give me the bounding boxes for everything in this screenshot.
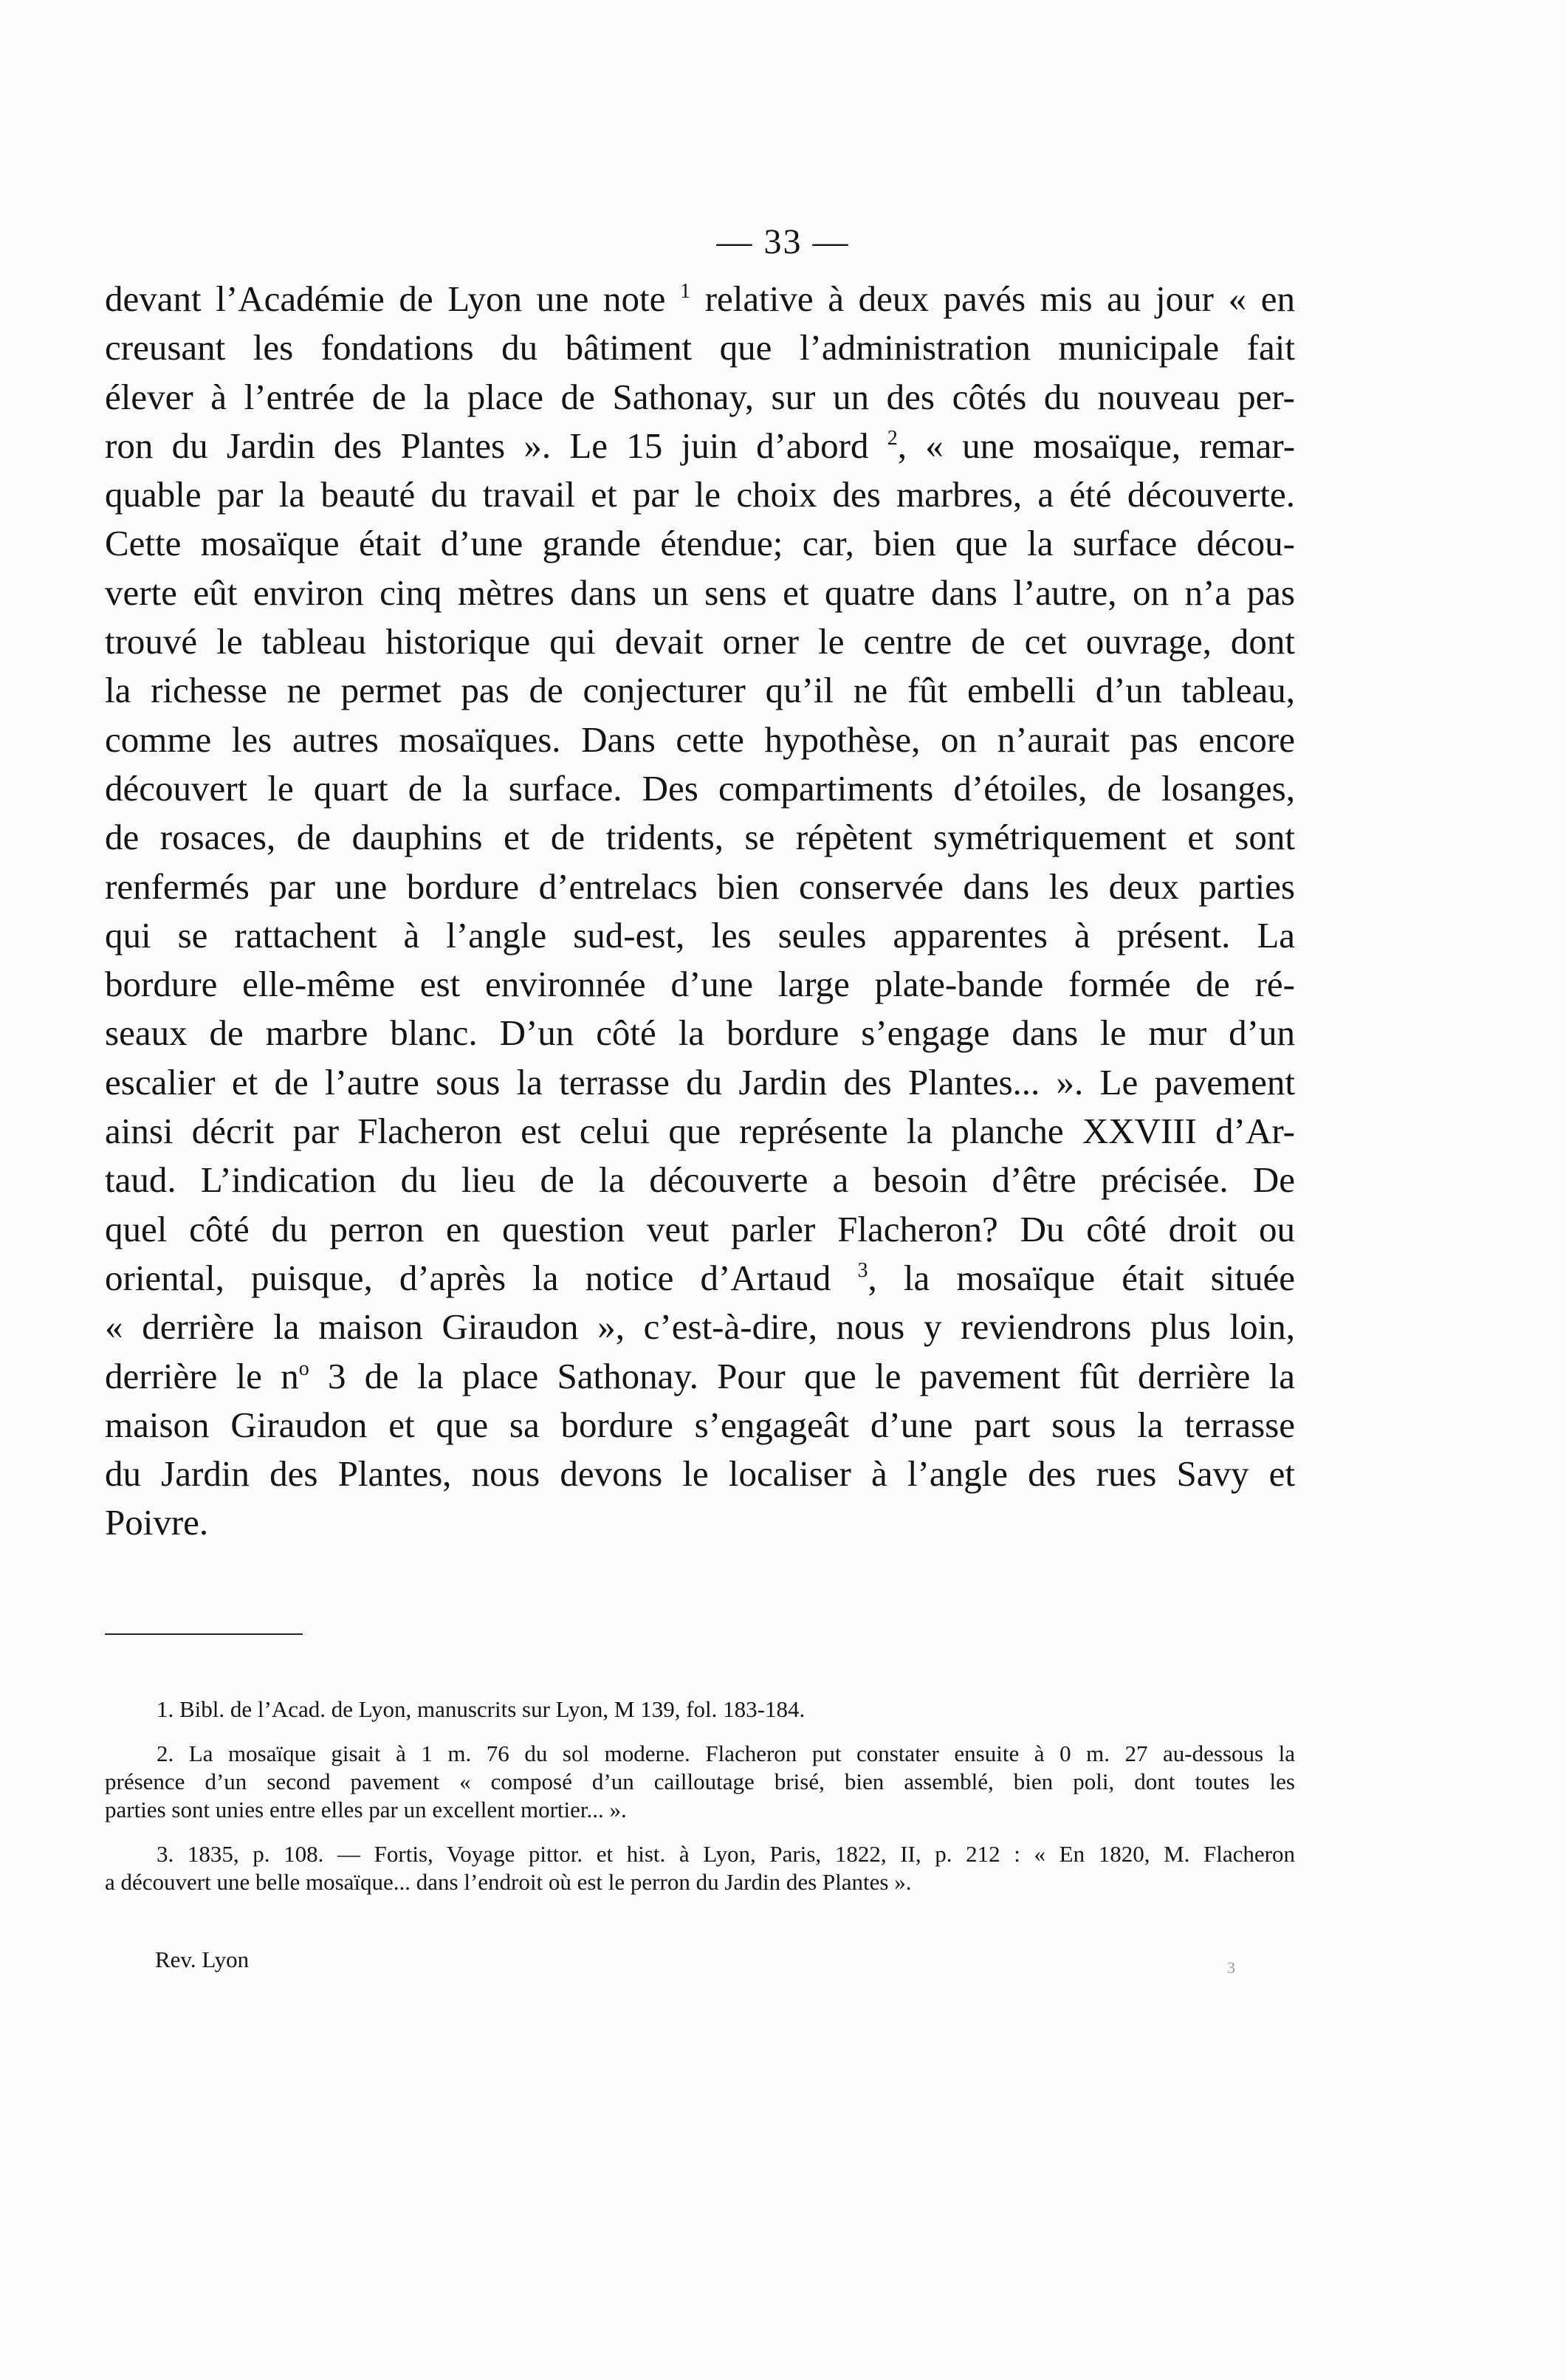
footnote-1 xyxy=(105,1695,1295,1724)
body-line: de rosaces, de dauphins et de tridents, se répètent symétriquement et sont xyxy=(105,817,1295,858)
body-line: Poivre. xyxy=(105,1502,209,1543)
body-line: la richesse ne permet pas de conjecturer qu’il ne fût embelli d’un tableau, xyxy=(105,670,1295,711)
body-line: ron du Jardin des Plantes ». Le 15 juin d’abord $^2$, « une mosaïque, remar- xyxy=(105,425,1296,466)
body-line: escalier et de l’autre sous la terrasse du Jardin des Plantes... ». Le pavement xyxy=(105,1061,1295,1102)
footnote-line: 1. Bibl. de l’Acad. de Lyon, manuscrits sur Lyon, M 139, fol. 183-184. xyxy=(157,1696,806,1722)
body-line: maison Giraudon et que sa bordure s’engageât d’une part sous la terrasse xyxy=(105,1404,1295,1445)
body-line: derrière le n$^o$ 3 de la place Sathonay. Pour que le pavement fût derrière la xyxy=(105,1355,1295,1396)
footnote-marker: 3 xyxy=(857,1258,868,1282)
body-line: découvert le quart de la surface. Des compartiments d’étoiles, de losanges, xyxy=(105,767,1295,809)
body-line: Cette mosaïque était d’une grande étendue; car, bien que la surface décou- xyxy=(105,523,1295,564)
body-line: trouvé le tableau historique qui devait orner le centre de cet ouvrage, dont xyxy=(105,621,1295,662)
bottom-mark: 3 xyxy=(1227,1958,1235,1977)
superscript-o: o xyxy=(298,1357,309,1380)
body-line: creusant les fondations du bâtiment que l’administration municipale fait xyxy=(105,327,1295,368)
body-line: bordure elle-même est environnée d’une large plate-bande formée de ré- xyxy=(105,964,1295,1005)
footnote-line: présence d’un second pavement « composé d’un cailloutage brisé, bien assemblé, bien poli, dont toutes les xyxy=(105,1769,1295,1794)
footnote-line: 3. 1835, p. 108. — Fortis, Voyage pittor. et hist. à Lyon, Paris, 1822, II, p. 212 : « En 1820, M. Flacheron xyxy=(157,1841,1295,1867)
body-line: ainsi décrit par Flacheron est celui que représente la planche XXVIII d’Ar- xyxy=(105,1111,1295,1152)
body-line: du Jardin des Plantes, nous devons le localiser à l’angle des rues Savy et xyxy=(105,1453,1295,1495)
body-line: oriental, puisque, d’après la notice d’Artaud $^3$, la mosaïque était située xyxy=(105,1257,1295,1298)
footnote-line: 2. La mosaïque gisait à 1 m. 76 du sol moderne. Flacheron put constater ensuite à 0 m. 27 au-dessous la xyxy=(157,1741,1295,1766)
footnotes xyxy=(105,1695,1295,1913)
footnote-marker: 2 xyxy=(887,426,898,450)
body-line: comme les autres mosaïques. Dans cette hypothèse, on n’aurait pas encore xyxy=(105,719,1295,760)
page-number: — 33 — xyxy=(716,222,850,261)
body-line: devant l’Académie de Lyon une note $^1$ relative à deux pavés mis au jour « en xyxy=(105,278,1295,319)
footnote-line: parties sont unies entre elles par un excellent mortier... ». xyxy=(105,1797,627,1822)
signature: Rev. Lyon xyxy=(155,1947,250,1972)
body-line: renfermés par une bordure d’entrelacs bien conservée dans les deux parties xyxy=(105,865,1295,907)
body-line: seaux de marbre blanc. D’un côté la bordure s’engage dans le mur d’un xyxy=(105,1012,1295,1054)
footnote-3 xyxy=(105,1840,1295,1896)
body-line: qui se rattachent à l’angle sud-est, les seules apparentes à présent. La xyxy=(105,914,1295,956)
body-text xyxy=(105,275,1295,1548)
body-line: élever à l’entrée de la place de Sathonay, sur un des côtés du nouveau per- xyxy=(105,376,1295,417)
body-line: « derrière la maison Giraudon », c’est-à-dire, nous y reviendrons plus loin, xyxy=(105,1306,1295,1348)
footnote-separator xyxy=(105,1633,303,1635)
body-line: taud. L’indication du lieu de la découverte a besoin d’être précisée. De xyxy=(105,1159,1295,1201)
footnote-2 xyxy=(105,1740,1295,1824)
body-line: quable par la beauté du travail et par le choix des marbres, a été découverte. xyxy=(105,474,1295,515)
footnote-line: a découvert une belle mosaïque... dans l’endroit où est le perron du Jardin des Plantes ». xyxy=(105,1869,912,1895)
footnote-marker: 1 xyxy=(680,280,691,303)
body-line: quel côté du perron en question veut parler Flacheron? Du côté droit ou xyxy=(105,1208,1295,1249)
body-line: verte eût environ cinq mètres dans un sens et quatre dans l’autre, on n’a pas xyxy=(105,572,1295,613)
